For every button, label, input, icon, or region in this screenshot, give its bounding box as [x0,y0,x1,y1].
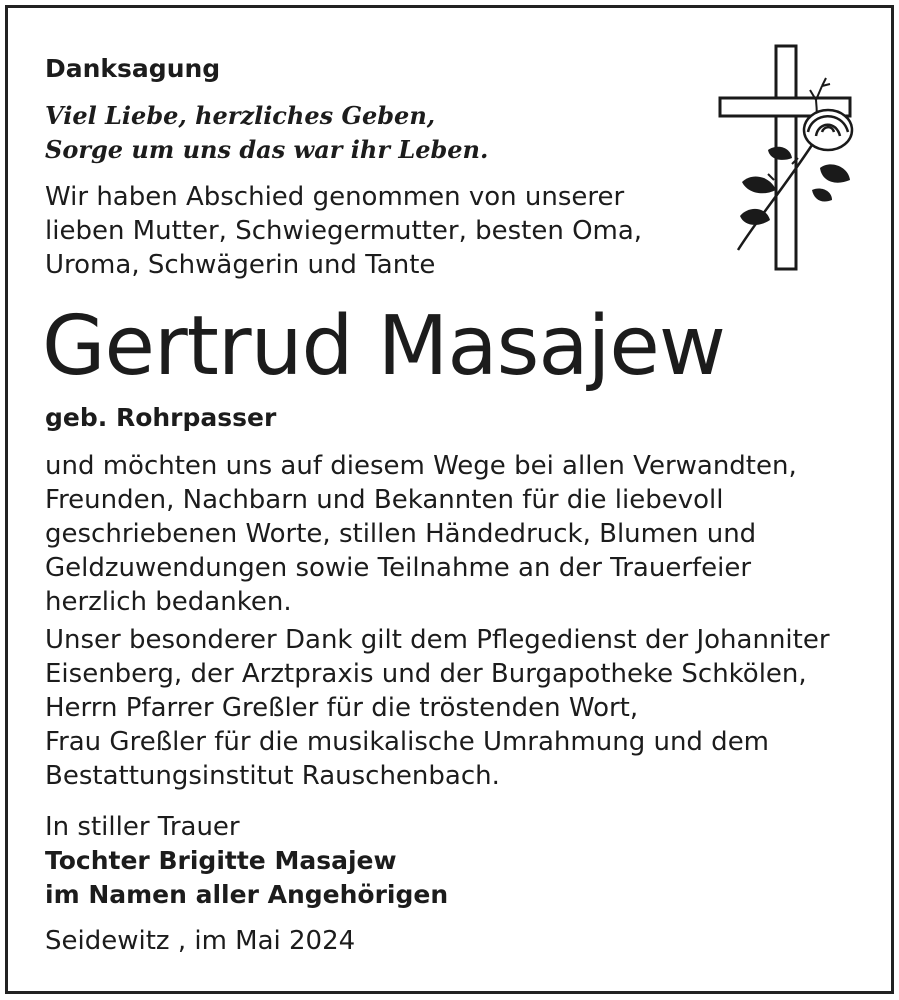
deceased-name: Gertrud Masajew [42,299,725,394]
heading: Danksagung [45,54,221,83]
thanks-paragraph: und möchten uns auf diesem Wege bei allen Verwandten, Freunden, Nachbarn und Bekannten für die liebevoll geschriebenen Worte, stillen Händedruck, Blumen und Geldzuwendungen sowie Teilnahme an der Trauerfeier herzlich bedanken. [45,451,797,617]
special-thanks-paragraph: Unser besonderer Dank gilt dem Pflegedienst der Johanniter Eisenberg, der Arztpraxis und der Burgapotheke Schkölen, Herrn Pfarrer Greßler für die tröstenden Wort, Frau Greßler für die musikalische Umrahmung und dem Bestattungsinstitut Rauschenbach. [45,625,830,791]
closing-line: In stiller Trauer [45,812,240,842]
place-date: Seidewitz , im Mai 2024 [45,926,356,956]
maiden-name: geb. Rohrpasser [45,403,277,432]
cross-with-rose-icon [712,40,862,275]
intro-text: Wir haben Abschied genommen von unserer lieben Mutter, Schwiegermutter, besten Oma, Uroma, Schwägerin und Tante [45,182,643,280]
verse: Viel Liebe, herzliches Geben, Sorge um uns das war ihr Leben. [45,101,489,164]
signature: Tochter Brigitte Masajew im Namen aller Angehörigen [45,846,449,909]
